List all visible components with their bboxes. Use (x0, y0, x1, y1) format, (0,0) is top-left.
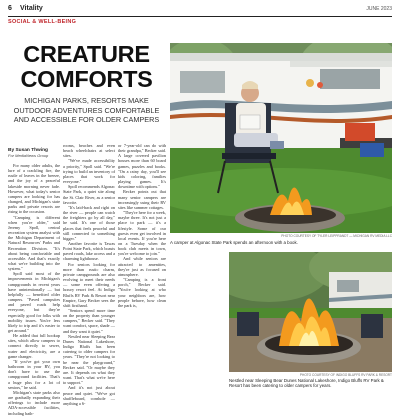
section-label: SOCIAL & WELL-BEING (8, 19, 77, 25)
paragraph: And it's not just about peace and quiet. "We've got shuffleboard, cornhole — anything a 6- (63, 385, 115, 406)
photo-credit: PHOTO COURTESY OF TYLER LEIPPRANDT — MICHIGAN RV MEDIA LLC (281, 234, 392, 238)
paragraph: For seniors looking for more than rustic charm, private campgrounds are also evolving to meet their needs — some even offering a luxury resort feel. At Indigo Bluffs RV Park & Resort near Empire, Gary Becker sees the shift firsthand. (63, 261, 115, 308)
publication-name: Vitality (20, 5, 43, 12)
paragraph: or 7-year-old can do with their grandpa," Becker said. A large covered pavilion houses more than 60 board games, puzzles and books. "On a rainy day, you'll see kids coloring, families playing games. It's downtime with options." (118, 143, 166, 190)
byline-affiliation: For MediaNews Group (8, 153, 49, 158)
headline: CREATURE COMFORTS (20, 41, 153, 92)
article-column-2 (63, 143, 115, 406)
paragraph: "It's laid-back and right on the river — people can watch the freighters go by all day," he said. It's one of those places that feels peaceful and still connected to something bigger." (63, 204, 115, 241)
paragraph: Becker points out that many senior campers are increasingly using their RV sites like summer cottages. (118, 189, 166, 210)
paragraph: Nestled near Sleeping Bear Dunes National Lakeshore, Indigo Bluffs has been catering to older campers for years. "They're not looking to be near the playground," Becker said. "Or maybe they are. It depends on what they want. That's what we're here to support." (63, 333, 115, 386)
paragraph: "We've made accessibility a priority," Spoll said. "We're trying to build an inventory of places that work for everyone." (63, 158, 115, 185)
paragraph: Michigan's state parks also are gradually expanding their offerings to include more ADA-accessible facilities, including bath- (8, 389, 60, 416)
byline (8, 148, 58, 158)
article-column-1 (8, 163, 60, 416)
paragraph: Spoll said most of the improvements in Michigan's campgrounds in recent years have unintentionally — but helpfully — benefited older campers. "Paved campsites and paved roads help everyone, but they're especially good for folks with mobility issues. You're less likely to trip and it's easier to get around." (8, 271, 60, 333)
paragraph: "They're here for a week, maybe three. It's not just a place to park — it's a lifestyle. Some of our guests even get involved in local events. If you're here on a Tuesday when the book club meets in town, you're welcome to join." (118, 210, 166, 257)
page-number: 6 (8, 5, 12, 12)
masthead (8, 2, 392, 16)
photo-caption: A camper at Algonac State Park spends an afternoon with a book. (170, 240, 298, 245)
photo-credit: PHOTO COURTESY OF INDIGO BLUFFS RV PARK & RESORT (299, 373, 392, 377)
paragraph: Another favorite is Tawas Point State Park, which boasts paved roads, lake access and a charming lighthouse. (63, 240, 115, 262)
fire-pit-photo (229, 252, 392, 372)
masthead-rule (8, 16, 392, 17)
paragraph: For many older adults, the lure of a crackling fire, the rustle of leaves in the breeze, and the joy of a peaceful lakeside morning never fade. However, what today's senior campers are looking for has changed, and Michigan's state parks and private resorts are rising to the occasion. (8, 163, 60, 215)
paragraph: And while seniors are attracted to amenities, they're just as focused on atmosphere. (118, 256, 166, 277)
paragraph: "If you've got your own bathroom in your RV, you don't have to use the campground facilities. That's a huge plus for a lot of seniors," he said. (8, 358, 60, 390)
issue-date: JUNE 2023 (366, 6, 392, 12)
article-column-3 (118, 143, 166, 308)
paragraph: "Camping is different when you're older," said Jeremy Spoll, central recreation system analyst with the Michigan Department of Natural Resources' Parks and Recreation Division. "It's about being comfortable and accessible. And that's exactly what we're building into the system." (8, 214, 60, 272)
byline-author: By Susan Thwing (8, 148, 48, 153)
subhead: MICHIGAN PARKS, RESORTS MAKE OUTDOOR ADVENTURES COMFORTABLE AND ACCESSIBLE FOR OLDER CAMPERS (13, 96, 160, 124)
camper-reading-photo (170, 43, 392, 233)
paragraph: "Camping is a front porch," Becker said. "You're looking at who your neighbors are, how people behave, how clean the park is, (118, 277, 166, 308)
photo-caption: Nestled near Sleeping Bear Dunes National Lakeshore, Indigo Bluffs RV Park & Resort has been catering to older campers for years. (229, 378, 384, 389)
paragraph: rooms, beaches and even beach wheelchairs at select sites. (63, 143, 115, 159)
paragraph: "Seniors spend more time on the property than younger campers," Becker said. "They want comfort, space, shade — and they want it quiet." (63, 308, 115, 334)
paragraph: Spoll recommends Algonac State Park, a quiet site along the St. Clair River, as a senior favorite. (63, 184, 115, 205)
paragraph: He added that full hookup sites, which allow campers to connect directly to sewer, water and electricity, are a game changer. (8, 333, 60, 359)
